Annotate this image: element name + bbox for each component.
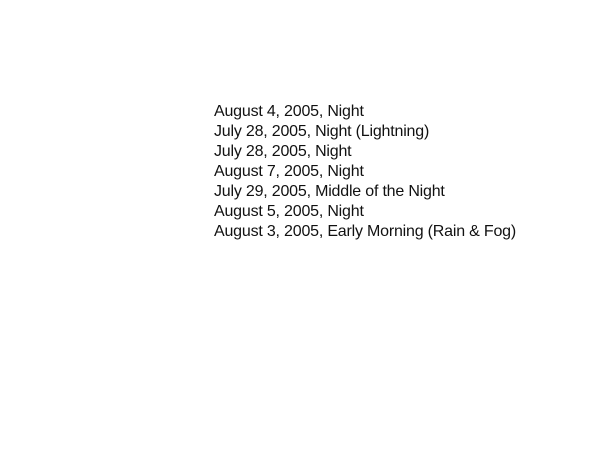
date-entry: August 3, 2005, Early Morning (Rain & Fog) bbox=[214, 223, 516, 240]
date-entry: August 7, 2005, Night bbox=[214, 163, 364, 180]
date-entry: July 29, 2005, Middle of the Night bbox=[214, 183, 445, 200]
date-entry: August 5, 2005, Night bbox=[214, 203, 364, 220]
date-entry: July 28, 2005, Night (Lightning) bbox=[214, 123, 430, 140]
date-entry-list bbox=[214, 102, 516, 242]
date-entry: July 28, 2005, Night bbox=[214, 143, 352, 160]
date-entry: August 4, 2005, Night bbox=[214, 103, 364, 120]
